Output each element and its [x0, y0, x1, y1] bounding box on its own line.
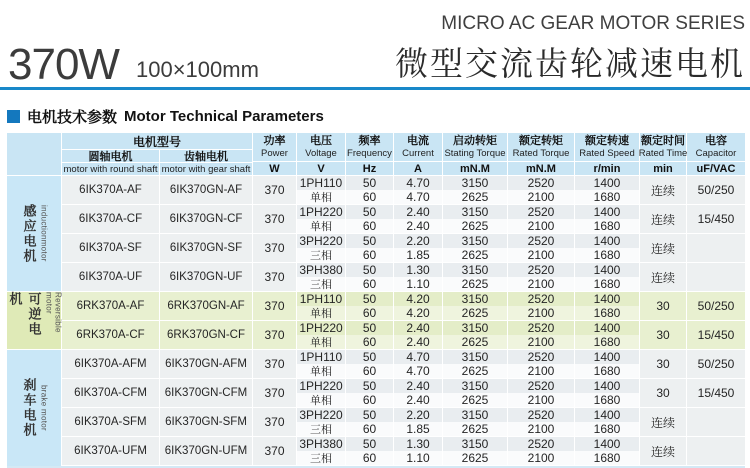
cell-stating-torque-60: 2625 — [443, 335, 508, 349]
cell-voltage: 3PH380 — [297, 263, 346, 277]
cell-rated-speed-50: 1400 — [575, 205, 640, 219]
cell-power: 370 — [253, 263, 297, 291]
cell-gear-shaft-model: 6RK370GN-AF — [160, 292, 253, 320]
column-header-zh: 电容 — [705, 135, 727, 147]
cell-rated-torque-60: 2100 — [508, 248, 575, 262]
cell-stating-torque-60: 2625 — [443, 306, 508, 320]
cell-stating-torque-50: 3150 — [443, 292, 508, 306]
cell-rated-torque-60: 2100 — [508, 219, 575, 233]
category-column — [7, 176, 62, 466]
column-unit: Hz — [346, 162, 393, 175]
column-header-en: Rated Speed — [579, 148, 635, 159]
cell-current-60: 4.20 — [394, 306, 443, 320]
cell-phase: 三相 — [297, 451, 346, 465]
cell-current-60: 1.10 — [394, 277, 443, 291]
column-unit: min — [640, 162, 686, 175]
column-header-en: Frequency — [347, 148, 392, 159]
cell-rated-torque-50: 2520 — [508, 292, 575, 306]
motor-category-cell — [7, 176, 62, 292]
cell-stating-torque-50: 3150 — [443, 350, 508, 364]
cell-frequency-50: 50 — [346, 292, 394, 306]
column-unit: mN.M — [443, 162, 507, 175]
motor-category-cell — [7, 350, 62, 466]
cell-voltage: 3PH220 — [297, 234, 346, 248]
table-row — [62, 437, 745, 466]
column-header-zh: 频率 — [358, 135, 381, 147]
cell-rated-speed-60: 1680 — [575, 306, 640, 320]
cell-rated-speed-60: 1680 — [575, 451, 640, 465]
category-column-header — [7, 133, 62, 175]
cell-frequency-60: 60 — [346, 422, 394, 436]
cell-stating-torque-50: 3150 — [443, 205, 508, 219]
cell-capacitor: 15/450 — [687, 321, 745, 349]
cell-voltage: 1PH110 — [297, 350, 346, 364]
round-shaft-header-zh: 圆轴电机 — [62, 150, 160, 162]
series-title-zh: 微型交流齿轮减速电机 — [395, 45, 745, 82]
model-group-header: 电机型号 — [62, 133, 252, 150]
cell-gear-shaft-model: 6IK370GN-UF — [160, 263, 253, 291]
masthead — [0, 0, 750, 87]
cell-round-shaft-model: 6RK370A-CF — [62, 321, 160, 349]
cell-frequency-60: 60 — [346, 219, 394, 233]
cell-current-60: 1.85 — [394, 422, 443, 436]
cell-stating-torque-50: 3150 — [443, 379, 508, 393]
category-label-zh: 刹车电机 — [21, 378, 37, 438]
cell-rated-time: 30 — [640, 321, 687, 349]
cell-frequency-50: 50 — [346, 176, 394, 190]
cell-rated-torque-60: 2100 — [508, 277, 575, 291]
cell-current-50: 2.20 — [394, 234, 443, 248]
table-header-column — [297, 133, 346, 175]
cell-current-60: 1.85 — [394, 248, 443, 262]
cell-rated-torque-50: 2520 — [508, 263, 575, 277]
cell-rated-time: 连续 — [640, 176, 687, 204]
cell-frequency-60: 60 — [346, 451, 394, 465]
cell-stating-torque-50: 3150 — [443, 263, 508, 277]
cell-rated-speed-60: 1680 — [575, 190, 640, 204]
gear-shaft-header-en: motor with gear shaft — [161, 163, 251, 175]
table-header-column — [346, 133, 394, 175]
cell-round-shaft-model: 6IK370A-AFM — [62, 350, 160, 378]
table-header-column — [640, 133, 687, 175]
cell-gear-shaft-model: 6IK370GN-SFM — [160, 408, 253, 436]
cell-voltage: 3PH380 — [297, 437, 346, 451]
cell-current-50: 2.40 — [394, 379, 443, 393]
cell-frequency-50: 50 — [346, 321, 394, 335]
cell-rated-torque-60: 2100 — [508, 335, 575, 349]
cell-gear-shaft-model: 6RK370GN-CF — [160, 321, 253, 349]
cell-rated-speed-50: 1400 — [575, 234, 640, 248]
table-header-column — [443, 133, 508, 175]
cell-current-60: 4.70 — [394, 364, 443, 378]
cell-frequency-50: 50 — [346, 437, 394, 451]
cell-frequency-60: 60 — [346, 277, 394, 291]
cell-current-60: 2.40 — [394, 393, 443, 407]
cell-stating-torque-60: 2625 — [443, 190, 508, 204]
cell-stating-torque-60: 2625 — [443, 451, 508, 465]
cell-capacitor — [687, 408, 745, 436]
cell-phase: 三相 — [297, 277, 346, 291]
column-header-zh: 启动转矩 — [453, 135, 497, 147]
cell-stating-torque-60: 2625 — [443, 219, 508, 233]
cell-stating-torque-60: 2625 — [443, 248, 508, 262]
column-unit: V — [297, 162, 345, 175]
column-header-zh: 电流 — [407, 135, 429, 147]
cell-rated-speed-50: 1400 — [575, 263, 640, 277]
power-rating: 370W — [8, 40, 119, 89]
cell-rated-torque-50: 2520 — [508, 176, 575, 190]
cell-gear-shaft-model: 6IK370GN-SF — [160, 234, 253, 262]
cell-rated-torque-50: 2520 — [508, 379, 575, 393]
cell-round-shaft-model: 6IK370A-CFM — [62, 379, 160, 407]
cell-capacitor: 15/450 — [687, 205, 745, 233]
cell-voltage: 3PH220 — [297, 408, 346, 422]
table-row — [62, 350, 745, 379]
cell-power: 370 — [253, 379, 297, 407]
cell-stating-torque-50: 3150 — [443, 408, 508, 422]
cell-voltage: 1PH220 — [297, 321, 346, 335]
cell-phase: 单相 — [297, 190, 346, 204]
cell-capacitor — [687, 234, 745, 262]
gear-shaft-header-zh: 齿轴电机 — [160, 150, 252, 162]
cell-capacitor: 50/250 — [687, 176, 745, 204]
cell-rated-torque-60: 2100 — [508, 422, 575, 436]
square-bullet-icon — [7, 110, 20, 123]
cell-rated-time: 连续 — [640, 408, 687, 436]
cell-rated-speed-50: 1400 — [575, 176, 640, 190]
table-row — [62, 321, 745, 350]
table-header-column — [508, 133, 575, 175]
cell-power: 370 — [253, 408, 297, 436]
column-unit: uF/VAC — [687, 162, 745, 175]
table-row — [62, 176, 745, 205]
cell-current-50: 2.40 — [394, 321, 443, 335]
cell-rated-torque-50: 2520 — [508, 408, 575, 422]
cell-frequency-60: 60 — [346, 248, 394, 262]
cell-rated-speed-50: 1400 — [575, 408, 640, 422]
cell-gear-shaft-model: 6IK370GN-AF — [160, 176, 253, 204]
motor-category-cell — [7, 292, 62, 350]
cell-voltage: 1PH110 — [297, 292, 346, 306]
column-header-en: Rated Torque — [512, 148, 570, 159]
header-columns — [253, 133, 745, 175]
cell-current-50: 2.40 — [394, 205, 443, 219]
cell-rated-speed-60: 1680 — [575, 364, 640, 378]
cell-power: 370 — [253, 350, 297, 378]
cell-round-shaft-model: 6IK370A-SFM — [62, 408, 160, 436]
category-label-en: Reversible motor — [44, 292, 63, 333]
column-unit: r/min — [575, 162, 639, 175]
cell-stating-torque-60: 2625 — [443, 393, 508, 407]
cell-power: 370 — [253, 176, 297, 204]
column-header-en: Voltage — [305, 148, 337, 159]
column-unit: W — [253, 162, 296, 175]
cell-stating-torque-50: 3150 — [443, 437, 508, 451]
cell-rated-time: 连续 — [640, 437, 687, 465]
cell-capacitor: 15/450 — [687, 379, 745, 407]
cell-rated-torque-50: 2520 — [508, 321, 575, 335]
cell-current-50: 1.30 — [394, 263, 443, 277]
cell-voltage: 1PH110 — [297, 176, 346, 190]
cell-gear-shaft-model: 6IK370GN-UFM — [160, 437, 253, 465]
cell-phase: 单相 — [297, 306, 346, 320]
cell-frequency-50: 50 — [346, 263, 394, 277]
column-header-zh: 额定转矩 — [519, 135, 563, 147]
cell-frequency-60: 60 — [346, 306, 394, 320]
column-header-zh: 功率 — [263, 135, 286, 147]
table-header-column — [394, 133, 443, 175]
round-shaft-header-en: motor with round shaft — [62, 163, 160, 175]
cell-gear-shaft-model: 6IK370GN-AFM — [160, 350, 253, 378]
cell-round-shaft-model: 6IK370A-SF — [62, 234, 160, 262]
cell-rated-time: 30 — [640, 379, 687, 407]
cell-rated-speed-50: 1400 — [575, 350, 640, 364]
cell-rated-torque-60: 2100 — [508, 190, 575, 204]
cell-rated-torque-60: 2100 — [508, 451, 575, 465]
cell-rated-speed-60: 1680 — [575, 219, 640, 233]
cell-power: 370 — [253, 205, 297, 233]
cell-rated-time: 30 — [640, 292, 687, 320]
cell-capacitor — [687, 437, 745, 465]
cell-rated-torque-60: 2100 — [508, 393, 575, 407]
cell-current-50: 4.70 — [394, 350, 443, 364]
cell-frequency-50: 50 — [346, 408, 394, 422]
cell-rated-torque-60: 2100 — [508, 306, 575, 320]
cell-rated-speed-60: 1680 — [575, 393, 640, 407]
model-columns-header — [62, 133, 253, 175]
cell-rated-speed-60: 1680 — [575, 335, 640, 349]
category-label-en: brake motor — [39, 385, 49, 431]
cell-round-shaft-model: 6IK370A-UFM — [62, 437, 160, 465]
table-row — [62, 408, 745, 437]
cell-phase: 单相 — [297, 364, 346, 378]
cell-current-60: 4.70 — [394, 190, 443, 204]
category-label-zh: 感应电机 — [21, 203, 37, 264]
column-unit: mN.M — [508, 162, 574, 175]
cell-phase: 三相 — [297, 422, 346, 436]
cell-current-50: 1.30 — [394, 437, 443, 451]
cell-rated-speed-60: 1680 — [575, 277, 640, 291]
cell-gear-shaft-model: 6IK370GN-CFM — [160, 379, 253, 407]
cell-rated-time: 连续 — [640, 205, 687, 233]
cell-current-50: 4.20 — [394, 292, 443, 306]
cell-stating-torque-50: 3150 — [443, 234, 508, 248]
cell-stating-torque-50: 3150 — [443, 321, 508, 335]
column-header-zh: 电压 — [310, 135, 332, 147]
cell-current-50: 2.20 — [394, 408, 443, 422]
cell-frequency-60: 60 — [346, 364, 394, 378]
cell-frequency-50: 50 — [346, 350, 394, 364]
cell-phase: 单相 — [297, 393, 346, 407]
column-header-zh: 额定转速 — [585, 135, 629, 147]
column-header-en: Power — [261, 148, 288, 159]
table-header-column — [575, 133, 640, 175]
cell-rated-torque-50: 2520 — [508, 234, 575, 248]
frame-size: 100×100mm — [136, 57, 259, 82]
cell-round-shaft-model: 6IK370A-CF — [62, 205, 160, 233]
table-rows — [62, 176, 745, 466]
cell-rated-time: 连续 — [640, 234, 687, 262]
column-header-en: Current — [402, 148, 434, 159]
cell-rated-torque-50: 2520 — [508, 437, 575, 451]
cell-power: 370 — [253, 234, 297, 262]
column-unit: A — [394, 162, 442, 175]
section-title-zh: 电机技术参数 — [27, 109, 118, 126]
cell-stating-torque-60: 2625 — [443, 364, 508, 378]
cell-phase: 单相 — [297, 335, 346, 349]
cell-round-shaft-model: 6IK370A-UF — [62, 263, 160, 291]
column-header-en: Stating Torque — [444, 148, 506, 159]
cell-rated-time: 连续 — [640, 263, 687, 291]
cell-stating-torque-60: 2625 — [443, 277, 508, 291]
category-label-en: inductionmotor — [39, 205, 49, 262]
column-header-zh: 额定时间 — [641, 135, 685, 147]
cell-voltage: 1PH220 — [297, 205, 346, 219]
table-row — [62, 205, 745, 234]
table-row — [62, 379, 745, 408]
cell-rated-speed-60: 1680 — [575, 248, 640, 262]
cell-rated-torque-50: 2520 — [508, 205, 575, 219]
table-row — [62, 234, 745, 263]
cell-rated-speed-50: 1400 — [575, 321, 640, 335]
motor-parameters-table — [7, 133, 745, 468]
cell-rated-torque-50: 2520 — [508, 350, 575, 364]
column-header-en: Capacitor — [695, 148, 737, 159]
cell-current-60: 2.40 — [394, 219, 443, 233]
table-header-column — [687, 133, 745, 175]
cell-stating-torque-60: 2625 — [443, 422, 508, 436]
cell-current-60: 2.40 — [394, 335, 443, 349]
cell-frequency-60: 60 — [346, 393, 394, 407]
cell-round-shaft-model: 6RK370A-AF — [62, 292, 160, 320]
cell-rated-speed-50: 1400 — [575, 437, 640, 451]
section-title — [7, 106, 750, 127]
masthead-titles — [395, 13, 745, 85]
cell-rated-speed-50: 1400 — [575, 292, 640, 306]
cell-current-50: 4.70 — [394, 176, 443, 190]
cell-frequency-50: 50 — [346, 234, 394, 248]
cell-current-60: 1.10 — [394, 451, 443, 465]
table-row — [62, 263, 745, 292]
cell-rated-speed-60: 1680 — [575, 422, 640, 436]
cell-stating-torque-50: 3150 — [443, 176, 508, 190]
table-header — [7, 133, 745, 175]
cell-rated-time: 30 — [640, 350, 687, 378]
cell-gear-shaft-model: 6IK370GN-CF — [160, 205, 253, 233]
cell-phase: 单相 — [297, 219, 346, 233]
cell-frequency-50: 50 — [346, 205, 394, 219]
cell-rated-torque-60: 2100 — [508, 364, 575, 378]
cell-capacitor: 50/250 — [687, 350, 745, 378]
cell-power: 370 — [253, 437, 297, 465]
cell-capacitor — [687, 263, 745, 291]
series-title-en: MICRO AC GEAR MOTOR SERIES — [441, 13, 745, 34]
column-header-en: Rated Time — [638, 148, 688, 159]
cell-phase: 三相 — [297, 248, 346, 262]
cell-power: 370 — [253, 292, 297, 320]
category-label-zh: 可逆电机 — [7, 292, 42, 337]
cell-frequency-50: 50 — [346, 379, 394, 393]
table-body — [7, 176, 745, 466]
cell-voltage: 1PH220 — [297, 379, 346, 393]
cell-frequency-60: 60 — [346, 335, 394, 349]
cell-capacitor: 50/250 — [687, 292, 745, 320]
table-header-column — [253, 133, 297, 175]
table-row — [62, 292, 745, 321]
cell-frequency-60: 60 — [346, 190, 394, 204]
cell-round-shaft-model: 6IK370A-AF — [62, 176, 160, 204]
cell-power: 370 — [253, 321, 297, 349]
cell-rated-speed-50: 1400 — [575, 379, 640, 393]
section-title-en: Motor Technical Parameters — [124, 108, 324, 125]
